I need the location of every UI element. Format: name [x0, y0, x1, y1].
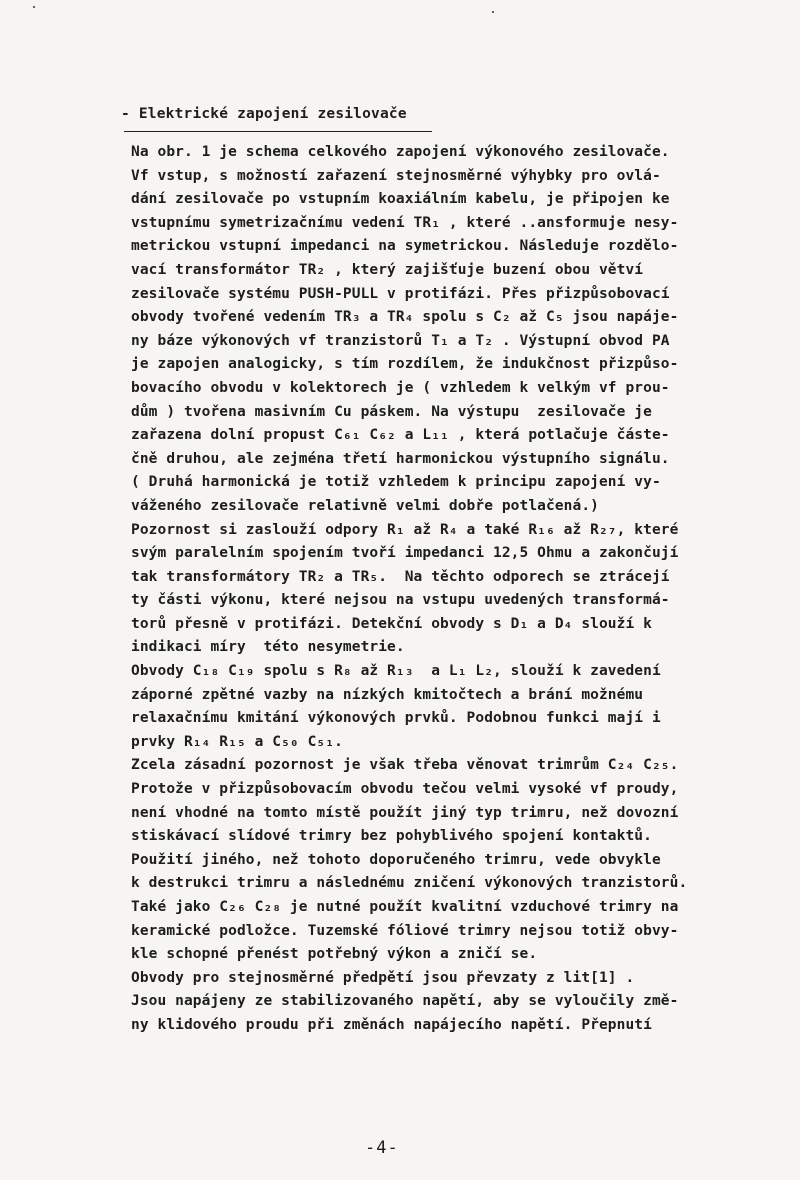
text-line: dání zesilovače po vstupním koaxiálním kabelu, je připojen ke: [131, 191, 670, 208]
text-line: Jsou napájeny ze stabilizovaného napětí, aby se vyloučily změ-: [131, 993, 679, 1010]
text-line: svým paralelním spojením tvoří impedanci 12,5 Ohmu a zakončují: [131, 545, 679, 562]
text-line: zesilovače systému PUSH-PULL v protifázi. Přes přizpůsobovací: [131, 285, 670, 302]
text-line: prvky R₁₄ R₁₅ a C₅₀ C₅₁.: [131, 733, 343, 750]
text-line: Obvody pro stejnosměrné předpětí jsou převzaty z lit[1] .: [131, 969, 635, 986]
heading-underline: [124, 131, 432, 132]
text-line: relaxačnímu kmitání výkonových prvků. Podobnou funkci mají i: [131, 710, 661, 727]
text-line: ny klidového proudu při změnách napájecího napětí. Přepnutí: [131, 1016, 652, 1033]
text-line: vací transformátor TR₂ , který zajišťuje buzení obou větví: [131, 261, 644, 278]
text-line: stiskávací slídové trimry bez pohyblivého spojení kontaktů.: [131, 828, 652, 845]
text-line: Zcela zásadní pozornost je však třeba věnovat trimrům C₂₄ C₂₅.: [131, 757, 679, 774]
text-line: Pozornost si zaslouží odpory R₁ až R₄ a také R₁₆ až R₂₇, které: [131, 521, 679, 538]
text-line: k destrukci trimru a následnému zničení výkonových tranzistorů.: [131, 875, 688, 892]
text-line: Také jako C₂₆ C₂₈ je nutné použít kvalitní vzduchové trimry na: [131, 899, 679, 915]
text-line: keramické podložce. Tuzemské fóliové trimry nejsou totiž obvy-: [131, 922, 679, 939]
text-line: ( Druhá harmonická je totiž vzhledem k principu zapojení vy-: [131, 474, 661, 491]
text-line: čně druhou, ale zejména třetí harmonickou výstupního signálu.: [131, 450, 670, 467]
text-line: ty části výkonu, které nejsou na vstupu uvedených transformá-: [131, 592, 670, 609]
text-line: záporné zpětné vazby na nízkých kmitočtech a brání možnému: [131, 686, 644, 703]
text-line: obvody tvořené vedením TR₃ a TR₄ spolu s C₂ až C₅ jsou napáje-: [131, 309, 679, 326]
text-line: bovacího obvodu v kolektorech je ( vzhledem k velkým vf prou-: [131, 379, 670, 396]
scan-speck: [33, 6, 35, 8]
text-line: tak transformátory TR₂ a TR₅. Na těchto odporech se ztrácejí: [131, 568, 670, 585]
text-line: Obvody C₁₈ C₁₉ spolu s R₈ až R₁₃ a L₁ L₂, slouží k zavedení: [131, 663, 661, 680]
text-line: kle schopné přenést potřebný výkon a zničí se.: [131, 946, 538, 963]
text-line: je zapojen analogicky, s tím rozdílem, že indukčnost přizpůso-: [131, 356, 679, 373]
text-line: ny báze výkonových vf tranzistorů T₁ a T₂ . Výstupní obvod PA: [131, 332, 670, 349]
page-number: -4-: [365, 1138, 399, 1158]
body-text: [131, 141, 771, 1038]
text-line: Protože v přizpůsobovacím obvodu tečou velmi vysoké vf proudy,: [131, 781, 679, 798]
text-line: Na obr. 1 je schema celkového zapojení výkonového zesilovače.: [131, 144, 670, 160]
section-heading: - Elektrické zapojení zesilovače: [121, 106, 407, 122]
text-line: torů přesně v protifázi. Detekční obvody s D₁ a D₄ slouží k: [131, 615, 652, 632]
text-line: dům ) tvořena masivním Cu páskem. Na výstupu zesilovače je: [131, 403, 652, 420]
text-line: metrickou vstupní impedanci na symetrickou. Následuje rozdělo-: [131, 238, 679, 255]
text-line: váženého zesilovače relativně velmi dobře potlačená.): [131, 497, 599, 514]
scan-speck: [492, 11, 494, 13]
text-line: vstupnímu symetrizačnímu vedení TR₁ , které ..ansformuje nesy-: [131, 214, 679, 231]
text-line: Vf vstup, s možností zařazení stejnosměrné výhybky pro ovlá-: [131, 167, 661, 184]
text-line: zařazena dolní propust C₆₁ C₆₂ a L₁₁ , která potlačuje částe-: [131, 427, 670, 444]
text-line: Použití jiného, než tohoto doporučeného trimru, vede obvykle: [131, 851, 661, 868]
text-line: není vhodné na tomto místě použít jiný typ trimru, než dovozní: [131, 804, 679, 821]
text-line: indikaci míry této nesymetrie.: [131, 639, 405, 656]
